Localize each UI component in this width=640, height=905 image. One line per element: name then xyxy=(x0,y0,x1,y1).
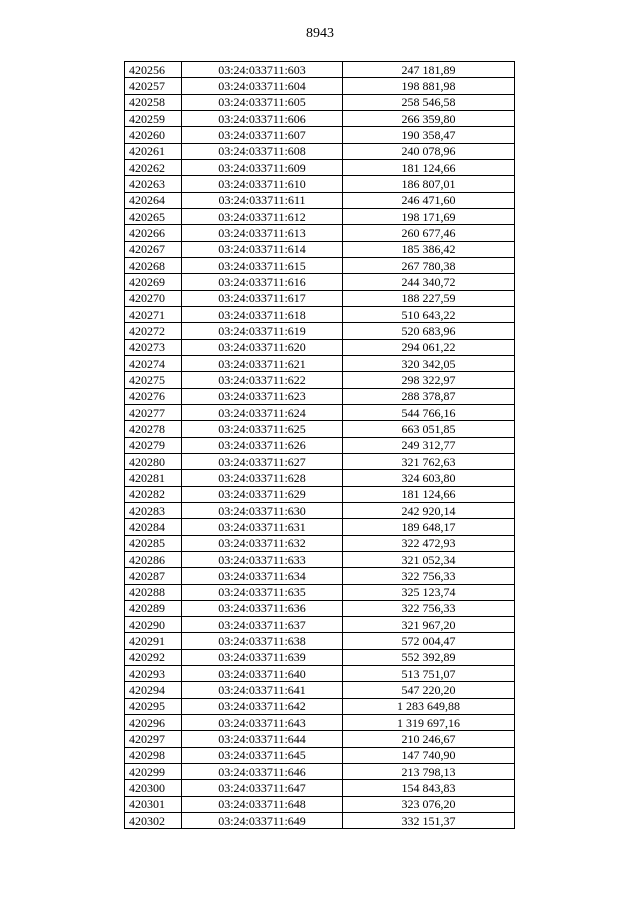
cadastral-value-cell: 663 051,85 xyxy=(343,421,515,437)
table-row xyxy=(125,372,515,388)
record-number-cell: 420281 xyxy=(125,470,182,486)
cadastral-value-cell: 244 340,72 xyxy=(343,274,515,290)
table-row xyxy=(125,698,515,714)
record-number-cell: 420288 xyxy=(125,584,182,600)
cadastral-number-cell: 03:24:033711:638 xyxy=(182,633,343,649)
record-number-cell: 420264 xyxy=(125,192,182,208)
cadastral-number-cell: 03:24:033711:608 xyxy=(182,143,343,159)
cadastral-number-cell: 03:24:033711:639 xyxy=(182,649,343,665)
cadastral-value-cell: 147 740,90 xyxy=(343,747,515,763)
record-number-cell: 420299 xyxy=(125,764,182,780)
record-number-cell: 420267 xyxy=(125,241,182,257)
cadastral-number-cell: 03:24:033711:603 xyxy=(182,62,343,78)
cadastral-number-cell: 03:24:033711:640 xyxy=(182,666,343,682)
record-number-cell: 420268 xyxy=(125,257,182,273)
cadastral-value-cell: 321 052,34 xyxy=(343,551,515,567)
cadastral-value-cell: 325 123,74 xyxy=(343,584,515,600)
cadastral-value-cell: 510 643,22 xyxy=(343,306,515,322)
table-row xyxy=(125,257,515,273)
table-row xyxy=(125,453,515,469)
record-number-cell: 420289 xyxy=(125,600,182,616)
cadastral-value-cell: 188 227,59 xyxy=(343,290,515,306)
cadastral-value-cell: 181 124,66 xyxy=(343,159,515,175)
cadastral-number-cell: 03:24:033711:630 xyxy=(182,502,343,518)
record-number-cell: 420260 xyxy=(125,127,182,143)
table-row xyxy=(125,306,515,322)
cadastral-value-cell: 247 181,89 xyxy=(343,62,515,78)
table-row xyxy=(125,682,515,698)
table-row xyxy=(125,241,515,257)
cadastral-number-cell: 03:24:033711:625 xyxy=(182,421,343,437)
cadastral-value-cell: 321 762,63 xyxy=(343,453,515,469)
cadastral-value-cell: 242 920,14 xyxy=(343,502,515,518)
table-row xyxy=(125,323,515,339)
cadastral-value-cell: 198 171,69 xyxy=(343,208,515,224)
registry-table-body xyxy=(125,62,515,829)
cadastral-value-cell: 322 756,33 xyxy=(343,600,515,616)
cadastral-value-cell: 572 004,47 xyxy=(343,633,515,649)
table-row xyxy=(125,339,515,355)
record-number-cell: 420275 xyxy=(125,372,182,388)
cadastral-value-cell: 1 319 697,16 xyxy=(343,715,515,731)
table-row xyxy=(125,584,515,600)
record-number-cell: 420293 xyxy=(125,666,182,682)
record-number-cell: 420271 xyxy=(125,306,182,322)
record-number-cell: 420257 xyxy=(125,78,182,94)
cadastral-value-cell: 513 751,07 xyxy=(343,666,515,682)
record-number-cell: 420274 xyxy=(125,355,182,371)
cadastral-value-cell: 298 322,97 xyxy=(343,372,515,388)
record-number-cell: 420273 xyxy=(125,339,182,355)
table-row xyxy=(125,813,515,829)
table-row xyxy=(125,192,515,208)
table-row xyxy=(125,764,515,780)
record-number-cell: 420277 xyxy=(125,404,182,420)
cadastral-number-cell: 03:24:033711:619 xyxy=(182,323,343,339)
cadastral-value-cell: 332 151,37 xyxy=(343,813,515,829)
cadastral-value-cell: 320 342,05 xyxy=(343,355,515,371)
record-number-cell: 420262 xyxy=(125,159,182,175)
cadastral-number-cell: 03:24:033711:645 xyxy=(182,747,343,763)
cadastral-number-cell: 03:24:033711:631 xyxy=(182,519,343,535)
record-number-cell: 420295 xyxy=(125,698,182,714)
table-row xyxy=(125,796,515,812)
cadastral-value-cell: 544 766,16 xyxy=(343,404,515,420)
cadastral-number-cell: 03:24:033711:612 xyxy=(182,208,343,224)
table-row xyxy=(125,551,515,567)
cadastral-value-cell: 246 471,60 xyxy=(343,192,515,208)
table-row xyxy=(125,143,515,159)
cadastral-number-cell: 03:24:033711:623 xyxy=(182,388,343,404)
record-number-cell: 420300 xyxy=(125,780,182,796)
record-number-cell: 420292 xyxy=(125,649,182,665)
cadastral-number-cell: 03:24:033711:637 xyxy=(182,617,343,633)
table-row xyxy=(125,666,515,682)
cadastral-number-cell: 03:24:033711:649 xyxy=(182,813,343,829)
table-row xyxy=(125,486,515,502)
record-number-cell: 420280 xyxy=(125,453,182,469)
cadastral-number-cell: 03:24:033711:620 xyxy=(182,339,343,355)
table-row xyxy=(125,633,515,649)
table-row xyxy=(125,159,515,175)
cadastral-number-cell: 03:24:033711:636 xyxy=(182,600,343,616)
record-number-cell: 420291 xyxy=(125,633,182,649)
cadastral-number-cell: 03:24:033711:644 xyxy=(182,731,343,747)
table-row xyxy=(125,290,515,306)
table-row xyxy=(125,110,515,126)
record-number-cell: 420259 xyxy=(125,110,182,126)
cadastral-value-cell: 322 472,93 xyxy=(343,535,515,551)
cadastral-value-cell: 321 967,20 xyxy=(343,617,515,633)
table-row xyxy=(125,617,515,633)
cadastral-number-cell: 03:24:033711:611 xyxy=(182,192,343,208)
cadastral-value-cell: 547 220,20 xyxy=(343,682,515,698)
cadastral-number-cell: 03:24:033711:635 xyxy=(182,584,343,600)
record-number-cell: 420290 xyxy=(125,617,182,633)
table-row xyxy=(125,470,515,486)
record-number-cell: 420261 xyxy=(125,143,182,159)
cadastral-value-cell: 213 798,13 xyxy=(343,764,515,780)
cadastral-value-cell: 240 078,96 xyxy=(343,143,515,159)
table-row xyxy=(125,502,515,518)
cadastral-value-cell: 323 076,20 xyxy=(343,796,515,812)
table-row xyxy=(125,649,515,665)
cadastral-number-cell: 03:24:033711:647 xyxy=(182,780,343,796)
cadastral-value-cell: 154 843,83 xyxy=(343,780,515,796)
table-row xyxy=(125,225,515,241)
table-row xyxy=(125,176,515,192)
cadastral-value-cell: 189 648,17 xyxy=(343,519,515,535)
record-number-cell: 420282 xyxy=(125,486,182,502)
record-number-cell: 420263 xyxy=(125,176,182,192)
record-number-cell: 420279 xyxy=(125,437,182,453)
cadastral-value-cell: 1 283 649,88 xyxy=(343,698,515,714)
record-number-cell: 420276 xyxy=(125,388,182,404)
table-row xyxy=(125,127,515,143)
table-row xyxy=(125,94,515,110)
cadastral-value-cell: 181 124,66 xyxy=(343,486,515,502)
cadastral-value-cell: 294 061,22 xyxy=(343,339,515,355)
cadastral-value-cell: 260 677,46 xyxy=(343,225,515,241)
cadastral-number-cell: 03:24:033711:615 xyxy=(182,257,343,273)
cadastral-value-cell: 210 246,67 xyxy=(343,731,515,747)
cadastral-number-cell: 03:24:033711:642 xyxy=(182,698,343,714)
table-row xyxy=(125,747,515,763)
record-number-cell: 420270 xyxy=(125,290,182,306)
cadastral-value-cell: 520 683,96 xyxy=(343,323,515,339)
cadastral-number-cell: 03:24:033711:624 xyxy=(182,404,343,420)
record-number-cell: 420287 xyxy=(125,568,182,584)
table-row xyxy=(125,568,515,584)
cadastral-number-cell: 03:24:033711:618 xyxy=(182,306,343,322)
cadastral-number-cell: 03:24:033711:614 xyxy=(182,241,343,257)
cadastral-number-cell: 03:24:033711:610 xyxy=(182,176,343,192)
cadastral-number-cell: 03:24:033711:641 xyxy=(182,682,343,698)
record-number-cell: 420272 xyxy=(125,323,182,339)
cadastral-number-cell: 03:24:033711:617 xyxy=(182,290,343,306)
cadastral-value-cell: 266 359,80 xyxy=(343,110,515,126)
cadastral-number-cell: 03:24:033711:616 xyxy=(182,274,343,290)
table-row xyxy=(125,78,515,94)
table-row xyxy=(125,421,515,437)
cadastral-number-cell: 03:24:033711:609 xyxy=(182,159,343,175)
record-number-cell: 420256 xyxy=(125,62,182,78)
record-number-cell: 420265 xyxy=(125,208,182,224)
cadastral-number-cell: 03:24:033711:622 xyxy=(182,372,343,388)
cadastral-value-cell: 190 358,47 xyxy=(343,127,515,143)
table-row xyxy=(125,600,515,616)
table-row xyxy=(125,274,515,290)
cadastral-number-cell: 03:24:033711:613 xyxy=(182,225,343,241)
cadastral-number-cell: 03:24:033711:627 xyxy=(182,453,343,469)
cadastral-value-cell: 258 546,58 xyxy=(343,94,515,110)
cadastral-number-cell: 03:24:033711:628 xyxy=(182,470,343,486)
cadastral-number-cell: 03:24:033711:604 xyxy=(182,78,343,94)
record-number-cell: 420258 xyxy=(125,94,182,110)
cadastral-value-cell: 288 378,87 xyxy=(343,388,515,404)
registry-table xyxy=(124,61,515,829)
cadastral-number-cell: 03:24:033711:643 xyxy=(182,715,343,731)
record-number-cell: 420296 xyxy=(125,715,182,731)
table-row xyxy=(125,437,515,453)
table-row xyxy=(125,355,515,371)
table-row xyxy=(125,404,515,420)
cadastral-value-cell: 249 312,77 xyxy=(343,437,515,453)
table-row xyxy=(125,519,515,535)
cadastral-number-cell: 03:24:033711:626 xyxy=(182,437,343,453)
record-number-cell: 420285 xyxy=(125,535,182,551)
cadastral-number-cell: 03:24:033711:605 xyxy=(182,94,343,110)
table-row xyxy=(125,208,515,224)
record-number-cell: 420269 xyxy=(125,274,182,290)
cadastral-value-cell: 552 392,89 xyxy=(343,649,515,665)
cadastral-value-cell: 198 881,98 xyxy=(343,78,515,94)
cadastral-value-cell: 186 807,01 xyxy=(343,176,515,192)
cadastral-number-cell: 03:24:033711:646 xyxy=(182,764,343,780)
cadastral-number-cell: 03:24:033711:621 xyxy=(182,355,343,371)
cadastral-value-cell: 324 603,80 xyxy=(343,470,515,486)
cadastral-number-cell: 03:24:033711:634 xyxy=(182,568,343,584)
record-number-cell: 420284 xyxy=(125,519,182,535)
cadastral-number-cell: 03:24:033711:632 xyxy=(182,535,343,551)
record-number-cell: 420297 xyxy=(125,731,182,747)
table-row xyxy=(125,388,515,404)
table-row xyxy=(125,62,515,78)
page-number: 8943 xyxy=(306,26,334,41)
table-row xyxy=(125,535,515,551)
record-number-cell: 420266 xyxy=(125,225,182,241)
cadastral-value-cell: 322 756,33 xyxy=(343,568,515,584)
cadastral-value-cell: 267 780,38 xyxy=(343,257,515,273)
cadastral-number-cell: 03:24:033711:648 xyxy=(182,796,343,812)
cadastral-value-cell: 185 386,42 xyxy=(343,241,515,257)
table-row xyxy=(125,780,515,796)
table-row xyxy=(125,715,515,731)
record-number-cell: 420294 xyxy=(125,682,182,698)
record-number-cell: 420286 xyxy=(125,551,182,567)
table-row xyxy=(125,731,515,747)
record-number-cell: 420278 xyxy=(125,421,182,437)
cadastral-number-cell: 03:24:033711:606 xyxy=(182,110,343,126)
cadastral-number-cell: 03:24:033711:629 xyxy=(182,486,343,502)
record-number-cell: 420298 xyxy=(125,747,182,763)
cadastral-number-cell: 03:24:033711:633 xyxy=(182,551,343,567)
record-number-cell: 420283 xyxy=(125,502,182,518)
record-number-cell: 420302 xyxy=(125,813,182,829)
cadastral-number-cell: 03:24:033711:607 xyxy=(182,127,343,143)
record-number-cell: 420301 xyxy=(125,796,182,812)
